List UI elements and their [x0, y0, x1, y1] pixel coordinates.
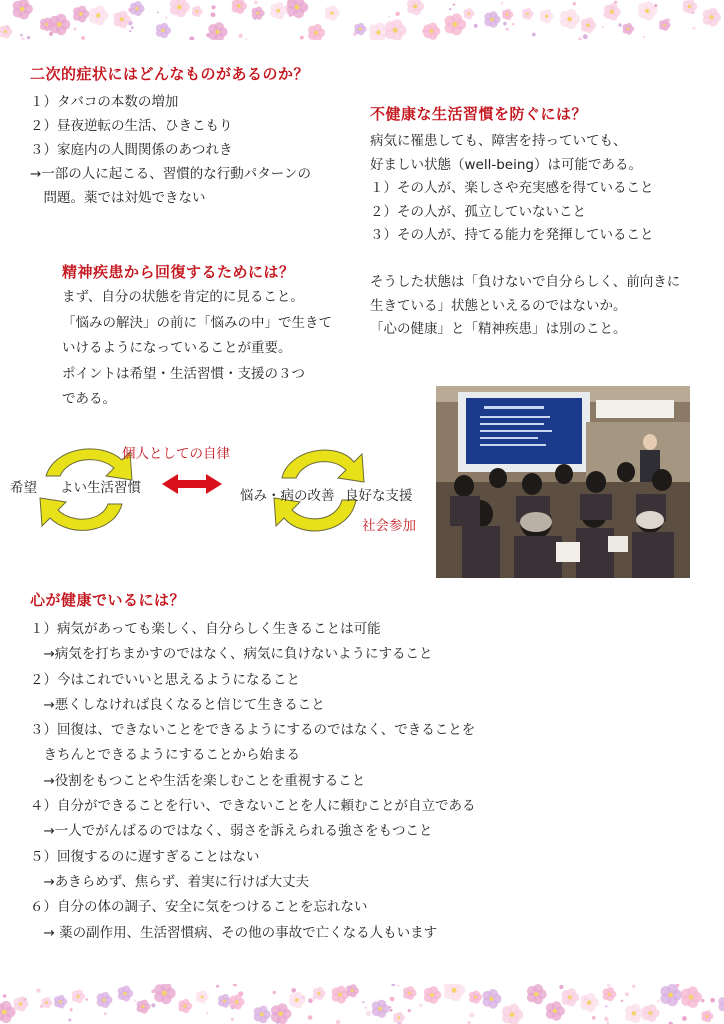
list-item: ２）昼夜逆転の生活、ひきこもり — [30, 118, 233, 134]
prevent-habits-summary — [370, 271, 680, 342]
list-item: ３）その人が、持てる能力を発揮していること — [370, 227, 654, 243]
list-item: →一部の人に起こる、習慣的な行動パターンの — [30, 166, 312, 182]
list-item: →役割をもつことや生活を楽しむことを重視すること — [30, 772, 366, 789]
label-social-participation: 社会参加 — [362, 518, 416, 534]
list-item: １）病気があっても楽しく、自分らしく生きることは可能 — [30, 621, 381, 637]
list-item: →悪くしなければ良くなると信じて生きること — [30, 696, 325, 713]
list-item: １）その人が、楽しさや充実感を得ていること — [370, 180, 654, 196]
list-item: →あきらめず、焦らず、着実に行けば大丈夫 — [30, 873, 310, 890]
section-heading-recovery: 精神疾患から回復するためには？ — [62, 263, 295, 281]
flower-border-bottom — [0, 984, 724, 1024]
flower-pattern-top-icon — [0, 0, 724, 40]
list-item: → 薬の副作用、生活習慣病、その他の事故で亡くなる人もいます — [30, 924, 438, 941]
list-item: ２）今はこれでいいと思えるようになること — [30, 671, 300, 688]
label-good-support: 良好な支援 — [345, 488, 413, 504]
prevent-habits-list — [370, 130, 654, 248]
list-item: 好ましい状態（well-being）は可能である。 — [370, 156, 642, 173]
list-item: まず、自分の状態を肯定的に見ること。 — [62, 289, 304, 305]
list-item: そうした状態は「負けないで自分らしく、前向きに — [370, 274, 681, 290]
mental-health-list — [30, 617, 476, 946]
secondary-symptoms-list — [30, 90, 311, 210]
list-item: 「心の健康」と「精神疾患」は別のこと。 — [370, 321, 627, 337]
recovery-cycle-diagram — [10, 430, 430, 550]
label-hope: 希望 — [10, 480, 37, 496]
list-item: →病気を打ちまかすのではなく、病気に負けないようにすること — [30, 646, 433, 663]
list-item: いけるようになっていることが重要。 — [62, 340, 292, 356]
lecture-scene-icon — [436, 386, 690, 578]
list-item: １）タバコの本数の増加 — [30, 94, 179, 110]
list-item: →一人でがんばるのではなく、弱さを訴えられる強さをもつこと — [30, 823, 433, 840]
list-item: ３）家庭内の人間関係のあつれき — [30, 142, 233, 158]
list-item: 「悩みの解決」の前に「悩みの中」で生きて — [62, 314, 332, 331]
lecture-photo — [436, 386, 690, 578]
list-item: ４）自分ができることを行い、できないことを人に頼むことが自立である — [30, 798, 476, 815]
label-autonomy: 個人としての自律 — [122, 446, 230, 462]
list-item: ５）回復するのに遅すぎることはない — [30, 848, 260, 865]
list-item: である。 — [62, 391, 116, 407]
section-heading-secondary-symptoms: 二次的症状にはどんなものがあるのか？ — [30, 65, 310, 83]
list-item: 生きている」状態といえるのではないか。 — [370, 297, 627, 314]
list-item: 病気に罹患しても、障害を持っていても、 — [370, 133, 627, 149]
label-good-habits: よい生活習慣 — [60, 480, 141, 496]
label-improvement: 悩み・病の改善 — [240, 488, 335, 504]
flower-border-top — [0, 0, 724, 40]
list-item: ３）回復は、できないことをできるようにするのではなく、できることを — [30, 722, 476, 739]
list-item: ポイントは希望・生活習慣・支援の３つ — [62, 365, 305, 382]
section-heading-prevent-habits: 不健康な生活習慣を防ぐには？ — [370, 105, 588, 123]
list-item: ６）自分の体の調子、安全に気をつけることを忘れない — [30, 899, 368, 916]
section-heading-mental-health: 心が健康でいるには？ — [30, 591, 186, 609]
list-item: 問題。薬では対処できない — [30, 190, 206, 206]
list-item: きちんとできるようにすることから始まる — [30, 747, 300, 764]
flower-pattern-bottom-icon — [0, 984, 724, 1024]
recovery-list — [62, 285, 332, 413]
list-item: ２）その人が、孤立していないこと — [370, 203, 586, 220]
